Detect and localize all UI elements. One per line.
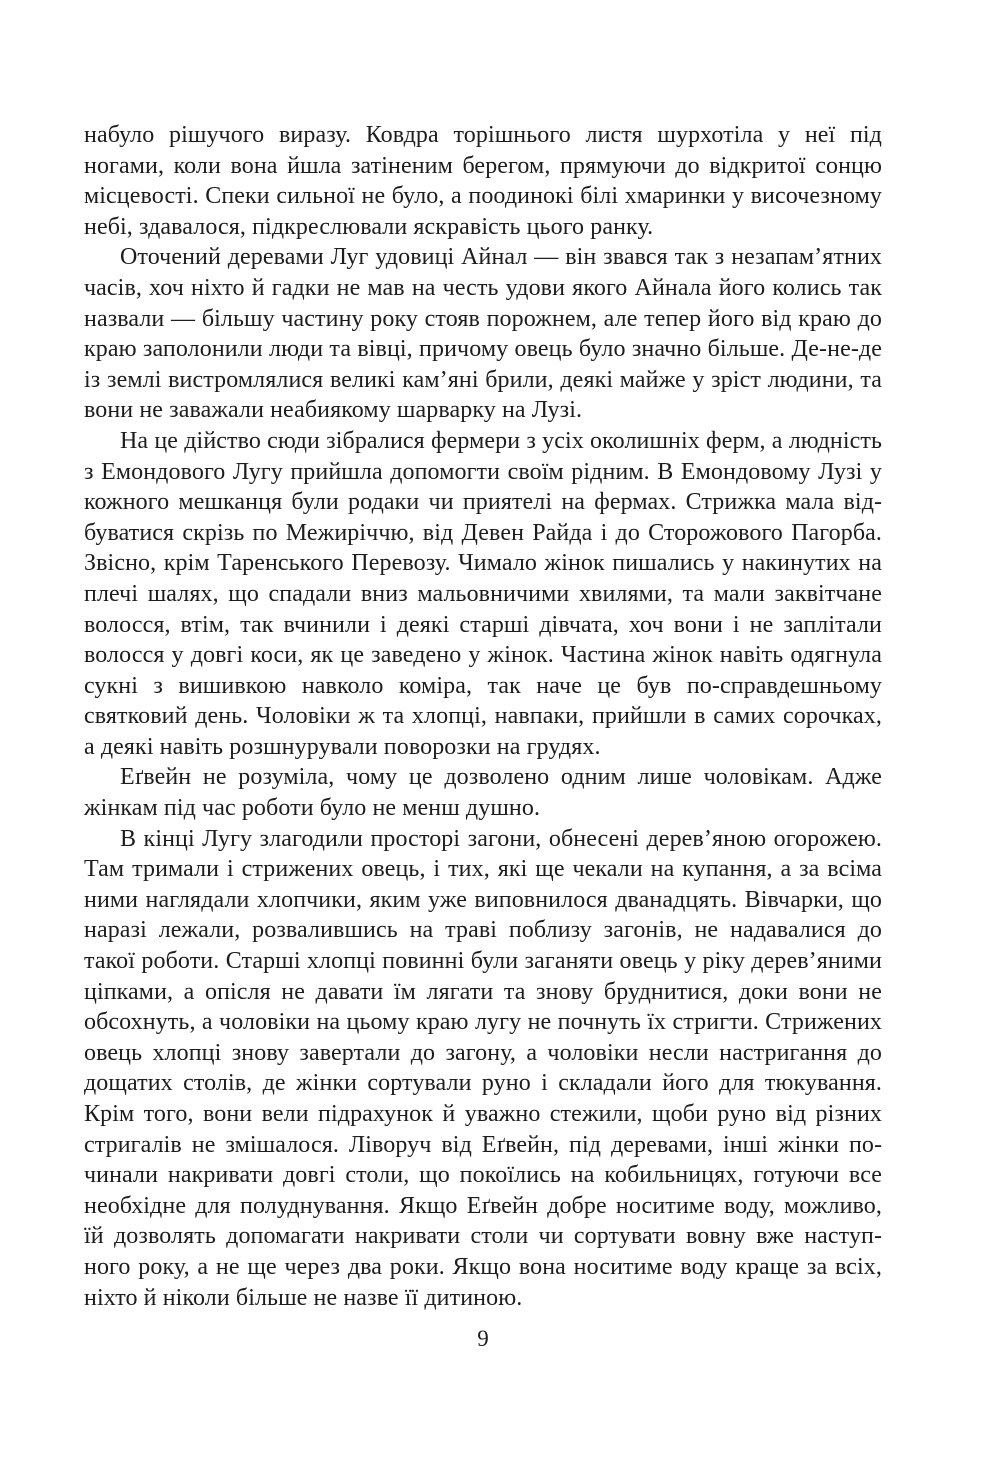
- text-column: [84, 120, 882, 1313]
- paragraph: На це дійство сюди зібралися фермери з усіх околишніх ферм, а людність з Емондового Лугу прийшла допомогти своїм рідним. В Емондовому Лузі у кожного мешканця були родаки чи приятелі на фермах. Стрижка мала відбуватися скрізь по Межиріччю, від Девен Райда і до Сторожового Пагорба. Звісно, крім Таренського Перевозу. Чимало жінок пишались у накинутих на плечі шалях, що спадали вниз мальовничими хвилями, та мали заквітчане волосся, втім, так вчинили і деякі старші дівчата, хоч вони і не заплітали волосся у довгі коси, як це заведено у жінок. Частина жінок навіть одягнула сукні з вишивкою навколо коміра, так наче це був по-справдешньому святковий день. Чоловіки ж та хлопці, навпаки, прийшли в самих сорочках, а деякі навіть розшнурували поворозки на грудях.: [84, 427, 882, 760]
- paragraph: набуло рішучого виразу. Ковдра торішнього листя шурхотіла у неї під ногами, коли вона йшла затіненим берегом, прямуючи до відкритої сонцю місцевості. Спеки сильної не було, а поодинокі білі хмаринки у височезному небі, здавалося, підкреслювали яскравість цього ранку.: [84, 122, 882, 240]
- paragraph: Оточений деревами Луг удовиці Айнал — він звався так з незапам’ятних часів, хоч ніхто й гадки не мав на честь удови якого Айнала його колись так назвали — більшу частину року стояв порожнем, але тепер його від краю до краю заполонили люди та вівці, причому овець було значно більше. Де-не-де із землі вистромлялися великі кам’яні брили, деякі майже у зріст людини, та вони не заважали неабиякому шарварку на Лузі.: [84, 244, 882, 424]
- paragraph: Еґвейн не розуміла, чому це дозволено одним лише чоловікам. Адже жінкам під час роботи було не менш душно.: [84, 764, 882, 822]
- paragraph: В кінці Лугу злагодили просторі загони, обнесені дерев’яною огорожею. Там тримали і стрижених овець, і тих, які ще чекали на купання, а за всіма ними наглядали хлопчики, яким уже виповнилося дванадцять. Вівчарки, що наразі лежали, розвалившись на траві поблизу загонів, не надавалися до такої роботи. Старші хлопці повинні були заганяти овець у ріку дерев’яними ціпками, а опісля не давати їм лягати та знову бруднитися, доки вони не обсохнуть, а чоловіки на цьому краю лугу не почнуть їх стригти. Стрижених овець хлопці знову завертали до загону, а чоловіки несли настригання до дощатих столів, де жінки сортували руно і складали його для тюкування. Крім того, вони вели підрахунок й уважно стежили, щоби руно від різних стригалів не змішалося. Ліворуч від Еґвейн, під деревами, інші жінки починали накривати довгі столи, що покоїлись на кобильницях, готуючи все необхідне для полуднування. Якщо Еґвейн добре носитиме воду, можливо, їй дозволять допомагати накривати столи чи сортувати вовну вже наступного року, а не ще через два роки. Якщо вона носитиме воду краще за всіх, ніхто й ніколи більше не назве її дитиною.: [84, 825, 882, 1311]
- page-number: 9: [477, 1326, 489, 1351]
